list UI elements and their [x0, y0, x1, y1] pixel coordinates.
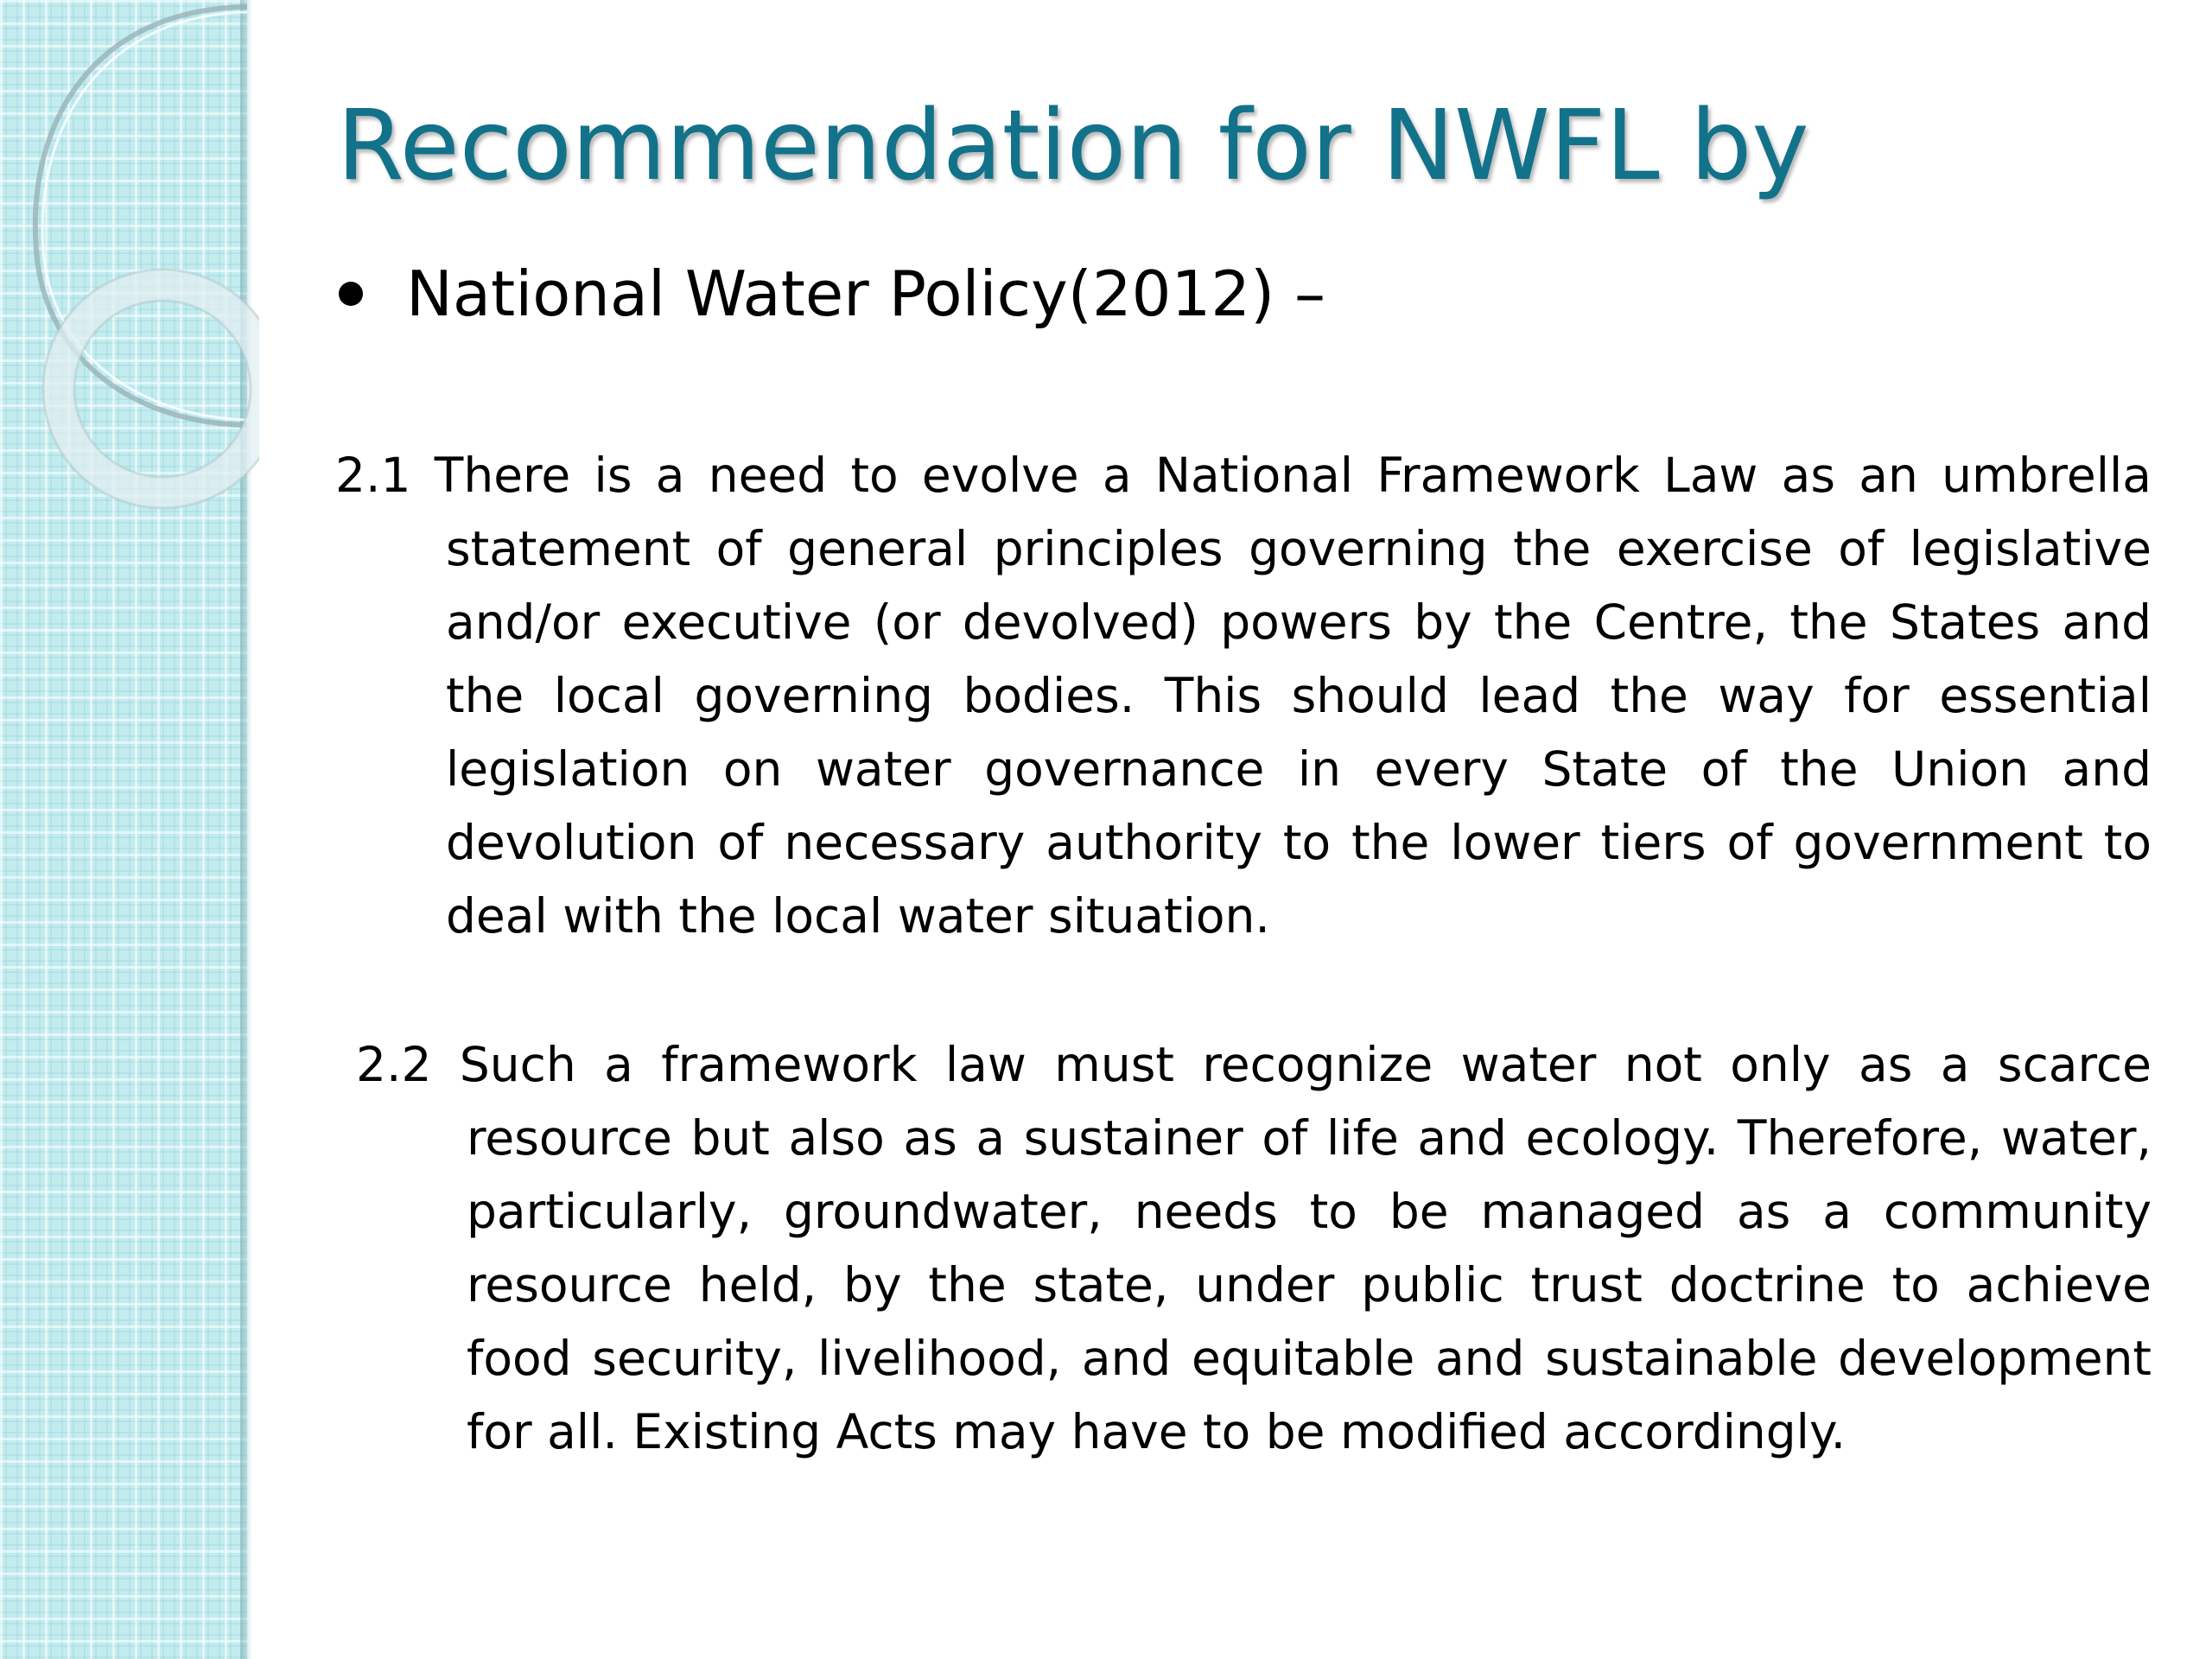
bullet-dot-icon	[339, 282, 363, 306]
bullet-item	[339, 257, 1325, 330]
paragraph-2-2: 2.2 Such a framework law must recognize water not only as a scarce resource but also as a sustainer of life and ecology. Therefore, water, particularly, groundwater, needs to be managed as a community resource held, by the state, under public trust doctrine to achieve food security, livelihood, and equitable and sustainable development for all. Existing Acts may have to be modified accordingly.	[356, 1037, 2152, 1459]
slide-title: Recommendation for NWFL by	[337, 90, 1809, 202]
bullet-text: National Water Policy(2012) –	[406, 257, 1326, 330]
decorative-rings	[0, 0, 259, 605]
paragraph-2-1: 2.1 There is a need to evolve a National Framework Law as an umbrella statement of general principles governing the exercise of legislative and/or executive (or devolved) powers by the Centre, the States and the local governing bodies. This should lead the way for essential legislation on water governance in every State of the Union and devolution of necessary authority to the lower tiers of government to deal with the local water situation.	[335, 448, 2152, 944]
